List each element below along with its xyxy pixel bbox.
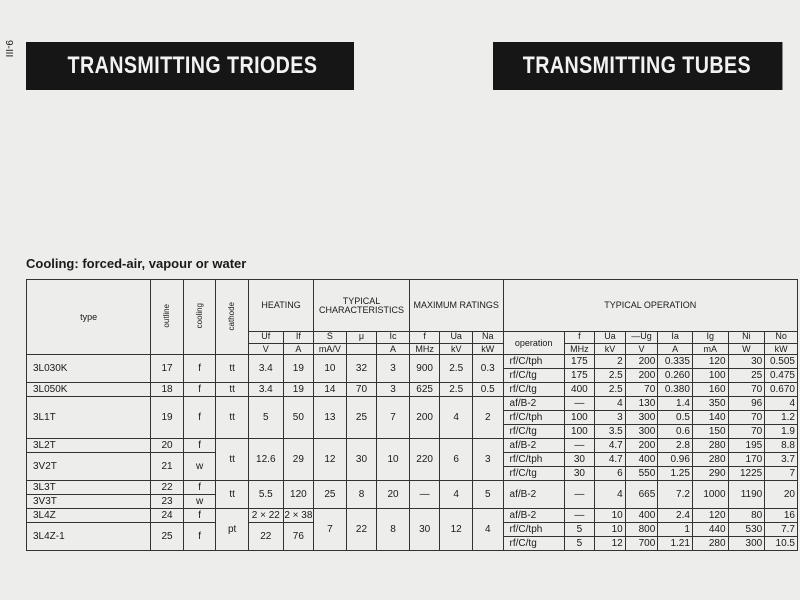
tube-cooling: w <box>183 453 216 481</box>
tube-cooling: f <box>183 509 216 523</box>
char-ic: 8 <box>377 509 410 551</box>
tube-cathode: tt <box>216 355 249 383</box>
heating-uf: 5.5 <box>248 481 283 509</box>
header-ug_op-unit: V <box>626 343 658 354</box>
op-ig: 280 <box>692 453 728 467</box>
header-ni_op <box>728 332 765 355</box>
op-ia: 1 <box>658 523 693 537</box>
header-ia_op-unit: A <box>658 343 692 354</box>
header-outline-label: outline <box>162 304 172 328</box>
tube-cooling: f <box>183 481 216 495</box>
max-f: 220 <box>409 439 440 481</box>
header-typical-characteristics: TYPICAL CHARACTERISTICS <box>314 280 410 332</box>
header-cooling-label: cooling <box>194 303 204 329</box>
op-f: 175 <box>564 369 595 383</box>
header-ua_op-unit: kV <box>595 343 625 354</box>
header-operation: operation <box>503 332 564 355</box>
header-ni_op-unit: W <box>729 343 765 354</box>
header-ua_max <box>440 332 473 355</box>
op-ug: 300 <box>625 411 658 425</box>
max-f: — <box>409 481 440 509</box>
max-ua: 2.5 <box>440 383 473 397</box>
op-ua: 10 <box>595 509 626 523</box>
op-ig: 1000 <box>692 481 728 509</box>
tube-outline: 17 <box>151 355 184 383</box>
header-ic <box>377 332 410 355</box>
char-mu: 32 <box>346 355 377 383</box>
op-no: 16 <box>765 509 798 523</box>
tube-cooling: f <box>183 397 216 439</box>
tube-outline: 25 <box>151 523 184 551</box>
char-mu: 22 <box>346 509 377 551</box>
char-s: 13 <box>314 397 347 439</box>
op-mode: af/B-2 <box>503 397 564 411</box>
op-ug: 70 <box>625 383 658 397</box>
char-ic: 3 <box>377 383 410 397</box>
heating-uf: 3.4 <box>248 355 283 383</box>
tube-cooling: f <box>183 383 216 397</box>
op-ia: 1.25 <box>658 467 693 481</box>
op-ua: 2 <box>595 355 626 369</box>
op-f: 30 <box>564 453 595 467</box>
page-number: 9-III <box>3 40 14 58</box>
op-ia: 1.4 <box>658 397 693 411</box>
max-f: 900 <box>409 355 440 383</box>
tube-type: 3L4Z <box>27 509 151 523</box>
header-ua_max-label: Ua <box>450 331 462 341</box>
op-ia: 7.2 <box>658 481 693 509</box>
op-ia: 0.380 <box>658 383 693 397</box>
heating-uf: 12.6 <box>248 439 283 481</box>
op-ug: 400 <box>625 453 658 467</box>
char-s: 12 <box>314 439 347 481</box>
header-mu <box>346 332 377 355</box>
header-ua_op <box>595 332 626 355</box>
op-ug: 665 <box>625 481 658 509</box>
op-no: 3.7 <box>765 453 798 467</box>
table-row <box>27 439 798 453</box>
tube-cathode: tt <box>216 481 249 509</box>
header-f_op-label: f <box>578 331 581 341</box>
op-no: 8.8 <box>765 439 798 453</box>
header-heating: HEATING <box>248 280 313 332</box>
op-f: 100 <box>564 411 595 425</box>
op-ia: 2.8 <box>658 439 693 453</box>
op-ia: 0.5 <box>658 411 693 425</box>
header-ua_max-unit: kV <box>440 343 472 354</box>
tube-outline: 19 <box>151 397 184 439</box>
op-mode: rf/C/tg <box>503 369 564 383</box>
op-mode: af/B-2 <box>503 509 564 523</box>
max-na: 3 <box>472 439 503 481</box>
char-ic: 7 <box>377 397 410 439</box>
op-ua: 2.5 <box>595 383 626 397</box>
header-s-unit: mA/V <box>314 343 346 354</box>
char-ic: 3 <box>377 355 410 383</box>
char-s: 10 <box>314 355 347 383</box>
op-ig: 280 <box>692 537 728 551</box>
header-ig_op-unit: mA <box>693 343 728 354</box>
header-uf-unit: V <box>249 343 283 354</box>
char-ic: 10 <box>377 439 410 481</box>
op-f: 100 <box>564 425 595 439</box>
op-ug: 300 <box>625 425 658 439</box>
char-mu: 8 <box>346 481 377 509</box>
op-no: 1.9 <box>765 425 798 439</box>
heating-if: 50 <box>283 397 314 439</box>
max-na: 0.3 <box>472 355 503 383</box>
header-ic-label: Ic <box>389 331 397 341</box>
header-ic-unit: A <box>377 343 409 354</box>
heating-uf: 2 × 22 <box>248 509 283 523</box>
op-ua: 3 <box>595 411 626 425</box>
op-ia: 2.4 <box>658 509 693 523</box>
op-ni: 70 <box>728 425 765 439</box>
section-title: Cooling: forced-air, vapour or water <box>26 256 247 271</box>
header-na_max-label: Na <box>482 331 494 341</box>
header-if-unit: A <box>284 343 314 354</box>
op-ua: 4 <box>595 481 626 509</box>
tube-cathode: tt <box>216 397 249 439</box>
op-ug: 800 <box>625 523 658 537</box>
heating-if: 120 <box>283 481 314 509</box>
heating-if: 29 <box>283 439 314 481</box>
tube-spec-table <box>26 279 798 551</box>
op-ig: 280 <box>692 439 728 453</box>
header-s-label: S <box>326 331 333 341</box>
op-no: 1.2 <box>765 411 798 425</box>
op-ig: 120 <box>692 355 728 369</box>
op-ua: 4.7 <box>595 439 626 453</box>
op-no: 7 <box>765 467 798 481</box>
op-ni: 70 <box>728 411 765 425</box>
op-mode: rf/C/tg <box>503 425 564 439</box>
char-mu: 25 <box>346 397 377 439</box>
tube-cathode: pt <box>216 509 249 551</box>
op-ug: 200 <box>625 355 658 369</box>
op-ni: 30 <box>728 355 765 369</box>
tube-type: 3L4Z-1 <box>27 523 151 551</box>
op-ia: 0.96 <box>658 453 693 467</box>
op-ni: 80 <box>728 509 765 523</box>
tube-outline: 21 <box>151 453 184 481</box>
op-ig: 150 <box>692 425 728 439</box>
op-ig: 290 <box>692 467 728 481</box>
char-mu: 70 <box>346 383 377 397</box>
char-s: 14 <box>314 383 347 397</box>
heating-if: 2 × 38 <box>284 509 313 521</box>
op-ug: 550 <box>625 467 658 481</box>
header-ig_op-label: Ig <box>706 331 714 341</box>
max-ua: 2.5 <box>440 355 473 383</box>
tube-cathode: tt <box>216 439 249 481</box>
header-ni_op-label: Ni <box>742 331 751 341</box>
op-ni: 70 <box>728 383 765 397</box>
heating-uf: 5 <box>248 397 283 439</box>
tube-cooling: f <box>183 439 216 453</box>
max-f: 30 <box>409 509 440 551</box>
op-mode: af/B-2 <box>503 439 564 453</box>
banner-transmitting-tubes: TRANSMITTING TUBES <box>493 42 782 90</box>
op-ni: 530 <box>728 523 765 537</box>
op-f: 30 <box>564 467 595 481</box>
header-uf <box>248 332 283 355</box>
header-na_max-unit: kW <box>473 343 503 354</box>
op-f: — <box>564 509 595 523</box>
max-ua: 4 <box>440 481 473 509</box>
tube-outline: 24 <box>151 509 184 523</box>
max-f: 625 <box>409 383 440 397</box>
header-ua_op-label: Ua <box>604 331 616 341</box>
char-s: 7 <box>314 509 347 551</box>
op-ni: 195 <box>728 439 765 453</box>
header-ug_op <box>625 332 658 355</box>
tube-outline: 18 <box>151 383 184 397</box>
op-ig: 350 <box>692 397 728 411</box>
table-row <box>27 481 798 495</box>
heating-uf: 3.4 <box>248 383 283 397</box>
op-mode: rf/C/tph <box>503 355 564 369</box>
op-ua: 3.5 <box>595 425 626 439</box>
op-mode: rf/C/tg <box>503 467 564 481</box>
table-row <box>27 355 798 369</box>
op-ia: 0.335 <box>658 355 693 369</box>
op-no: 10.5 <box>765 537 798 551</box>
op-no: 4 <box>765 397 798 411</box>
op-f: 175 <box>564 355 595 369</box>
header-if <box>283 332 314 355</box>
op-ua: 4 <box>595 397 626 411</box>
op-f: 400 <box>564 383 595 397</box>
max-na: 5 <box>472 481 503 509</box>
op-ua: 4.7 <box>595 453 626 467</box>
max-ua: 12 <box>440 509 473 551</box>
op-ug: 200 <box>625 439 658 453</box>
tube-outline: 20 <box>151 439 184 453</box>
banner-transmitting-triodes: TRANSMITTING TRIODES <box>26 42 354 90</box>
op-ni: 300 <box>728 537 765 551</box>
heating-uf: 22 <box>248 523 283 551</box>
max-ua: 6 <box>440 439 473 481</box>
max-f: 200 <box>409 397 440 439</box>
header-no_op-label: No <box>775 331 787 341</box>
op-ig: 120 <box>692 509 728 523</box>
tube-type: 3L3T <box>27 481 151 495</box>
op-ig: 440 <box>692 523 728 537</box>
header-f_max <box>409 332 440 355</box>
tube-type: 3L1T <box>27 397 151 439</box>
op-no: 0.505 <box>765 355 798 369</box>
header-typical-operation: TYPICAL OPERATION <box>503 280 797 332</box>
op-mode: rf/C/tg <box>503 537 564 551</box>
op-no: 7.7 <box>765 523 798 537</box>
op-ia: 0.260 <box>658 369 693 383</box>
tube-type: 3V3T <box>27 495 151 509</box>
op-ig: 100 <box>692 369 728 383</box>
header-f_max-label: f <box>423 331 426 341</box>
op-ug: 400 <box>625 509 658 523</box>
tube-type: 3V2T <box>27 453 151 481</box>
char-s: 25 <box>314 481 347 509</box>
tube-type: 3L2T <box>27 439 151 453</box>
header-ig_op <box>692 332 728 355</box>
table-row <box>27 383 798 397</box>
op-mode: rf/C/tg <box>503 383 564 397</box>
op-ug: 130 <box>625 397 658 411</box>
op-f: — <box>564 481 595 509</box>
header-mu-unit <box>347 343 377 354</box>
heating-if: 76 <box>283 523 314 551</box>
header-outline <box>151 280 184 355</box>
heating-if: 19 <box>283 355 314 383</box>
tube-cathode: tt <box>216 383 249 397</box>
char-mu: 30 <box>346 439 377 481</box>
header-maximum-ratings: MAXIMUM RATINGS <box>409 280 503 332</box>
header-cathode-label: cathode <box>227 301 237 331</box>
op-no: 20 <box>765 481 798 509</box>
header-no_op <box>765 332 798 355</box>
header-cathode <box>216 280 249 355</box>
op-ia: 1.21 <box>658 537 693 551</box>
header-ia_op <box>658 332 693 355</box>
max-ua: 4 <box>440 397 473 439</box>
table-row <box>27 397 798 411</box>
op-ni: 25 <box>728 369 765 383</box>
op-ua: 10 <box>595 523 626 537</box>
op-f: — <box>564 439 595 453</box>
op-no: 0.670 <box>765 383 798 397</box>
tube-cooling: f <box>183 523 216 551</box>
op-ia: 0.6 <box>658 425 693 439</box>
op-f: — <box>564 397 595 411</box>
header-f_op <box>564 332 595 355</box>
header-s <box>314 332 347 355</box>
op-ua: 2.5 <box>595 369 626 383</box>
header-f_max-unit: MHz <box>410 343 440 354</box>
table-row <box>27 509 798 523</box>
char-ic: 20 <box>377 481 410 509</box>
op-mode: rf/C/tph <box>503 411 564 425</box>
header-cooling <box>183 280 216 355</box>
header-type: type <box>27 280 151 355</box>
op-f: 5 <box>564 523 595 537</box>
heating-if: 19 <box>283 383 314 397</box>
op-ua: 6 <box>595 467 626 481</box>
tube-cooling: f <box>183 355 216 383</box>
header-ia_op-label: Ia <box>671 331 679 341</box>
tube-outline: 22 <box>151 481 184 495</box>
op-mode: rf/C/tph <box>503 523 564 537</box>
header-if-label: If <box>295 331 301 341</box>
header-na_max <box>472 332 503 355</box>
op-ni: 1190 <box>728 481 765 509</box>
op-ug: 700 <box>625 537 658 551</box>
op-mode: af/B-2 <box>503 481 564 509</box>
op-f: 5 <box>564 537 595 551</box>
header-f_op-unit: MHz <box>565 343 595 354</box>
op-ni: 96 <box>728 397 765 411</box>
max-na: 0.5 <box>472 383 503 397</box>
max-na: 2 <box>472 397 503 439</box>
tube-type: 3L030K <box>27 355 151 383</box>
header-ug_op-label: —Ug <box>631 331 652 341</box>
op-ni: 170 <box>728 453 765 467</box>
op-ua: 12 <box>595 537 626 551</box>
op-ig: 160 <box>692 383 728 397</box>
header-no_op-unit: kW <box>765 343 797 354</box>
header-uf-label: Uf <box>261 331 271 341</box>
op-ni: 1225 <box>728 467 765 481</box>
tube-cooling: w <box>183 495 216 509</box>
op-ug: 200 <box>625 369 658 383</box>
op-mode: rf/C/tph <box>503 453 564 467</box>
tube-type: 3L050K <box>27 383 151 397</box>
tube-outline: 23 <box>151 495 184 509</box>
max-na: 4 <box>472 509 503 551</box>
header-mu-label: μ <box>358 331 365 341</box>
op-ig: 140 <box>692 411 728 425</box>
op-no: 0.475 <box>765 369 798 383</box>
